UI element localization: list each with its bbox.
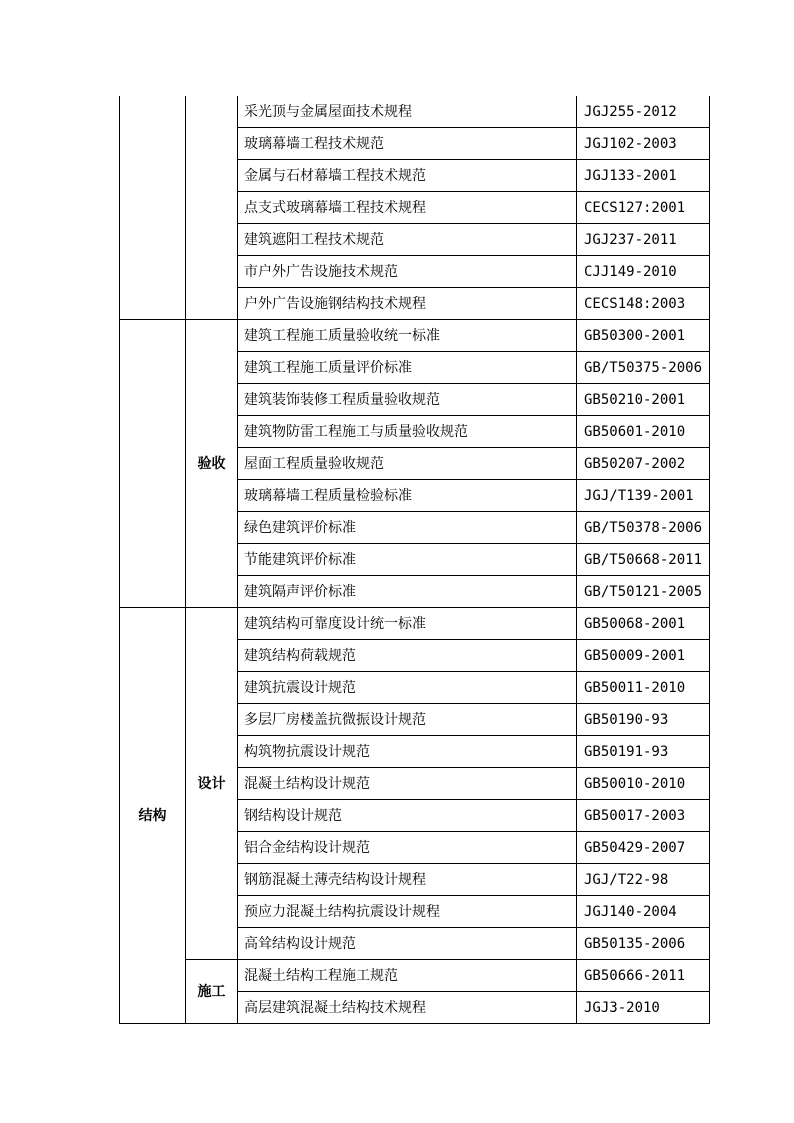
standard-name: 节能建筑评价标准 [238, 544, 577, 576]
standard-name: 建筑装饰装修工程质量验收规范 [238, 384, 577, 416]
sub-category-cell-continued [186, 96, 238, 320]
table-row [120, 608, 710, 640]
standard-code: GB/T50378-2006 [577, 512, 710, 544]
standard-name: 建筑隔声评价标准 [238, 576, 577, 608]
sub-category-design: 设计 [186, 608, 238, 960]
standard-code: JGJ133-2001 [577, 160, 710, 192]
standard-code: GB50135-2006 [577, 928, 710, 960]
standard-code: JGJ102-2003 [577, 128, 710, 160]
table-row [120, 320, 710, 352]
standard-name: 多层厂房楼盖抗微振设计规范 [238, 704, 577, 736]
standards-table [119, 96, 710, 1024]
standard-code: CECS148:2003 [577, 288, 710, 320]
standard-name: 钢结构设计规范 [238, 800, 577, 832]
table-row [120, 96, 710, 128]
standard-code: CECS127:2001 [577, 192, 710, 224]
standard-name: 采光顶与金属屋面技术规程 [238, 96, 577, 128]
major-category-cell-continued [120, 320, 186, 608]
standard-name: 钢筋混凝土薄壳结构设计规程 [238, 864, 577, 896]
standard-name: 建筑结构可靠度设计统一标准 [238, 608, 577, 640]
standard-name: 高层建筑混凝土结构技术规程 [238, 992, 577, 1024]
standard-code: GB50068-2001 [577, 608, 710, 640]
sub-category-acceptance: 验收 [186, 320, 238, 608]
standard-name: 构筑物抗震设计规范 [238, 736, 577, 768]
standard-name: 屋面工程质量验收规范 [238, 448, 577, 480]
standard-code: GB50207-2002 [577, 448, 710, 480]
standard-name: 建筑抗震设计规范 [238, 672, 577, 704]
standard-code: JGJ3-2010 [577, 992, 710, 1024]
standard-name: 玻璃幕墙工程技术规范 [238, 128, 577, 160]
standard-code: JGJ237-2011 [577, 224, 710, 256]
standard-code: JGJ140-2004 [577, 896, 710, 928]
standard-name: 玻璃幕墙工程质量检验标准 [238, 480, 577, 512]
table-row [120, 960, 710, 992]
sub-category-construction: 施工 [186, 960, 238, 1024]
standard-name: 混凝土结构工程施工规范 [238, 960, 577, 992]
standard-code: GB50300-2001 [577, 320, 710, 352]
standard-code: GB50429-2007 [577, 832, 710, 864]
standard-code: GB/T50668-2011 [577, 544, 710, 576]
standard-name: 市户外广告设施技术规范 [238, 256, 577, 288]
standard-code: CJJ149-2010 [577, 256, 710, 288]
standard-code: GB50009-2001 [577, 640, 710, 672]
major-category-cell-continued [120, 96, 186, 320]
standard-name: 建筑工程施工质量验收统一标准 [238, 320, 577, 352]
standard-code: GB50190-93 [577, 704, 710, 736]
standard-name: 绿色建筑评价标准 [238, 512, 577, 544]
standard-name: 混凝土结构设计规范 [238, 768, 577, 800]
standard-code: JGJ/T139-2001 [577, 480, 710, 512]
standard-code: GB50601-2010 [577, 416, 710, 448]
standard-name: 预应力混凝土结构抗震设计规程 [238, 896, 577, 928]
standard-code: GB50210-2001 [577, 384, 710, 416]
standard-code: GB50666-2011 [577, 960, 710, 992]
major-category-structure: 结构 [120, 608, 186, 1024]
standard-code: GB50017-2003 [577, 800, 710, 832]
standard-code: GB50191-93 [577, 736, 710, 768]
standard-name: 建筑遮阳工程技术规范 [238, 224, 577, 256]
standard-code: GB50011-2010 [577, 672, 710, 704]
standard-code: GB/T50121-2005 [577, 576, 710, 608]
standard-name: 建筑工程施工质量评价标准 [238, 352, 577, 384]
standard-name: 建筑物防雷工程施工与质量验收规范 [238, 416, 577, 448]
standard-code: GB/T50375-2006 [577, 352, 710, 384]
standard-name: 铝合金结构设计规范 [238, 832, 577, 864]
standard-name: 高耸结构设计规范 [238, 928, 577, 960]
standard-code: JGJ255-2012 [577, 96, 710, 128]
standard-code: JGJ/T22-98 [577, 864, 710, 896]
standard-name: 建筑结构荷载规范 [238, 640, 577, 672]
standard-name: 点支式玻璃幕墙工程技术规程 [238, 192, 577, 224]
standard-code: GB50010-2010 [577, 768, 710, 800]
standard-name: 金属与石材幕墙工程技术规范 [238, 160, 577, 192]
standard-name: 户外广告设施钢结构技术规程 [238, 288, 577, 320]
